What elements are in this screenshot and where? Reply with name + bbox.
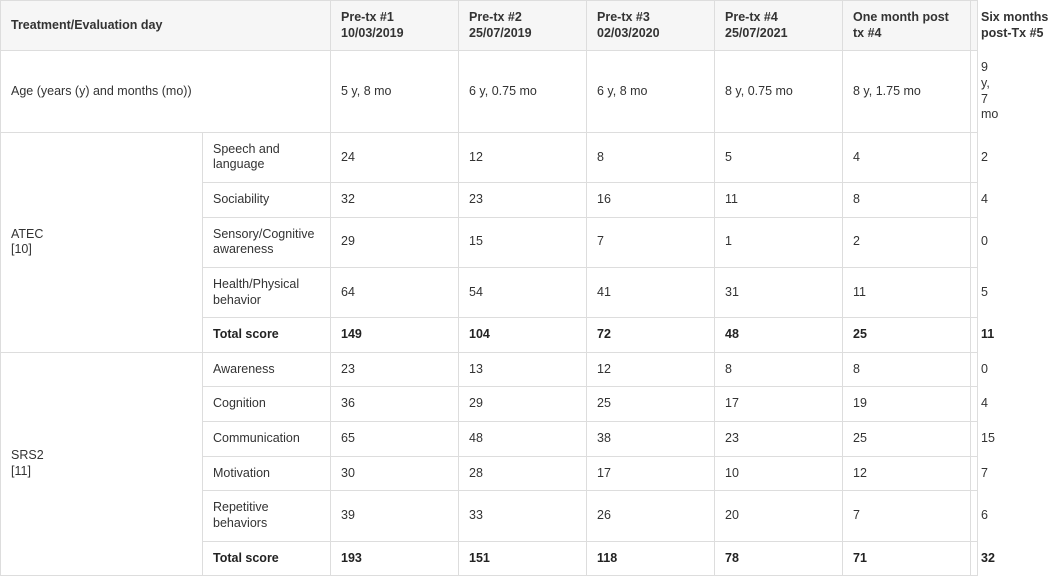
table-cell: 0 (971, 217, 978, 267)
group-label-srs2: SRS2 [11] (1, 352, 203, 575)
table-cell: 64 (331, 267, 459, 317)
table-cell: 20 (715, 491, 843, 541)
table-cell: 48 (459, 422, 587, 457)
table-cell: 78 (715, 541, 843, 576)
table-cell: 151 (459, 541, 587, 576)
table-cell: 23 (331, 352, 459, 387)
row-label-total: Total score (203, 541, 331, 576)
row-label: Cognition (203, 387, 331, 422)
table-cell: 118 (587, 541, 715, 576)
table-cell: 71 (843, 541, 971, 576)
table-cell: 17 (715, 387, 843, 422)
table-cell: 4 (843, 132, 971, 182)
table-cell: 19 (843, 387, 971, 422)
table-cell: 5 y, 8 mo (331, 51, 459, 133)
table-cell: 7 (587, 217, 715, 267)
table-cell: 7 (843, 491, 971, 541)
table-cell: 32 (331, 183, 459, 218)
row-label-age: Age (years (y) and months (mo)) (1, 51, 331, 133)
table-cell: 4 (971, 183, 978, 218)
table-cell: 104 (459, 318, 587, 353)
table-cell: 25 (843, 318, 971, 353)
row-label: Sociability (203, 183, 331, 218)
table-cell: 72 (587, 318, 715, 353)
table-cell: 5 (715, 132, 843, 182)
table-cell: 36 (331, 387, 459, 422)
table-cell: 12 (843, 456, 971, 491)
row-label: Speech and language (203, 132, 331, 182)
table-body (1, 51, 999, 576)
column-header-one-month-post: One month post tx #4 (843, 1, 971, 51)
table-cell: 31 (715, 267, 843, 317)
table-cell: 0 (971, 352, 978, 387)
row-label-total: Total score (203, 318, 331, 353)
table-cell: 11 (715, 183, 843, 218)
table-cell: 6 (971, 491, 978, 541)
row-label: Sensory/Cognitive awareness (203, 217, 331, 267)
table-cell: 25 (587, 387, 715, 422)
table-cell: 16 (587, 183, 715, 218)
table-cell: 8 (715, 352, 843, 387)
row-label: Awareness (203, 352, 331, 387)
table-cell: 7 (971, 456, 978, 491)
table-cell: 48 (715, 318, 843, 353)
column-header-pre-tx-3: Pre-tx #3 02/03/2020 (587, 1, 715, 51)
table-cell: 41 (587, 267, 715, 317)
table-cell: 6 y, 8 mo (587, 51, 715, 133)
table-cell: 29 (331, 217, 459, 267)
table-cell: 149 (331, 318, 459, 353)
row-label: Repetitive behaviors (203, 491, 331, 541)
table-cell: 33 (459, 491, 587, 541)
header-row (1, 1, 978, 51)
table-cell: 23 (459, 183, 587, 218)
table-cell: 12 (459, 132, 587, 182)
table-cell: 11 (971, 318, 978, 353)
column-header-six-months-post: Six months post-Tx #5 (971, 1, 978, 51)
table-cell: 17 (587, 456, 715, 491)
column-header-pre-tx-2: Pre-tx #2 25/07/2019 (459, 1, 587, 51)
table-cell: 28 (459, 456, 587, 491)
table-cell: 15 (459, 217, 587, 267)
table-cell: 30 (331, 456, 459, 491)
table-cell: 10 (715, 456, 843, 491)
row-label: Health/Physical behavior (203, 267, 331, 317)
table-cell: 2 (843, 217, 971, 267)
table-cell: 8 y, 1.75 mo (843, 51, 971, 133)
table-cell: 12 (587, 352, 715, 387)
table-row-age (1, 51, 978, 133)
table-cell: 13 (459, 352, 587, 387)
table-cell: 4 (971, 387, 978, 422)
table-cell: 5 (971, 267, 978, 317)
table-cell: 193 (331, 541, 459, 576)
table-cell: 8 y, 0.75 mo (715, 51, 843, 133)
group-label-atec: ATEC [10] (1, 132, 203, 352)
table-row (1, 352, 978, 387)
table-cell: 32 (971, 541, 978, 576)
table-cell: 15 (971, 422, 978, 457)
table-cell: 11 (843, 267, 971, 317)
column-header-treatment: Treatment/Evaluation day (1, 1, 331, 51)
table-cell: 8 (587, 132, 715, 182)
table-cell: 38 (587, 422, 715, 457)
column-header-pre-tx-4: Pre-tx #4 25/07/2021 (715, 1, 843, 51)
row-label: Communication (203, 422, 331, 457)
table-cell: 39 (331, 491, 459, 541)
table-cell: 8 (843, 183, 971, 218)
table-cell: 2 (971, 132, 978, 182)
table-cell: 25 (843, 422, 971, 457)
table-cell: 1 (715, 217, 843, 267)
table-row (1, 132, 978, 182)
table-cell: 9 y, 7 mo (971, 51, 978, 133)
table-cell: 23 (715, 422, 843, 457)
table-cell: 65 (331, 422, 459, 457)
table-cell: 24 (331, 132, 459, 182)
column-header-pre-tx-1: Pre-tx #1 10/03/2019 (331, 1, 459, 51)
table-cell: 8 (843, 352, 971, 387)
row-label: Motivation (203, 456, 331, 491)
table-cell: 26 (587, 491, 715, 541)
table-header (1, 1, 1048, 51)
table-cell: 54 (459, 267, 587, 317)
table-cell: 29 (459, 387, 587, 422)
table-cell: 6 y, 0.75 mo (459, 51, 587, 133)
